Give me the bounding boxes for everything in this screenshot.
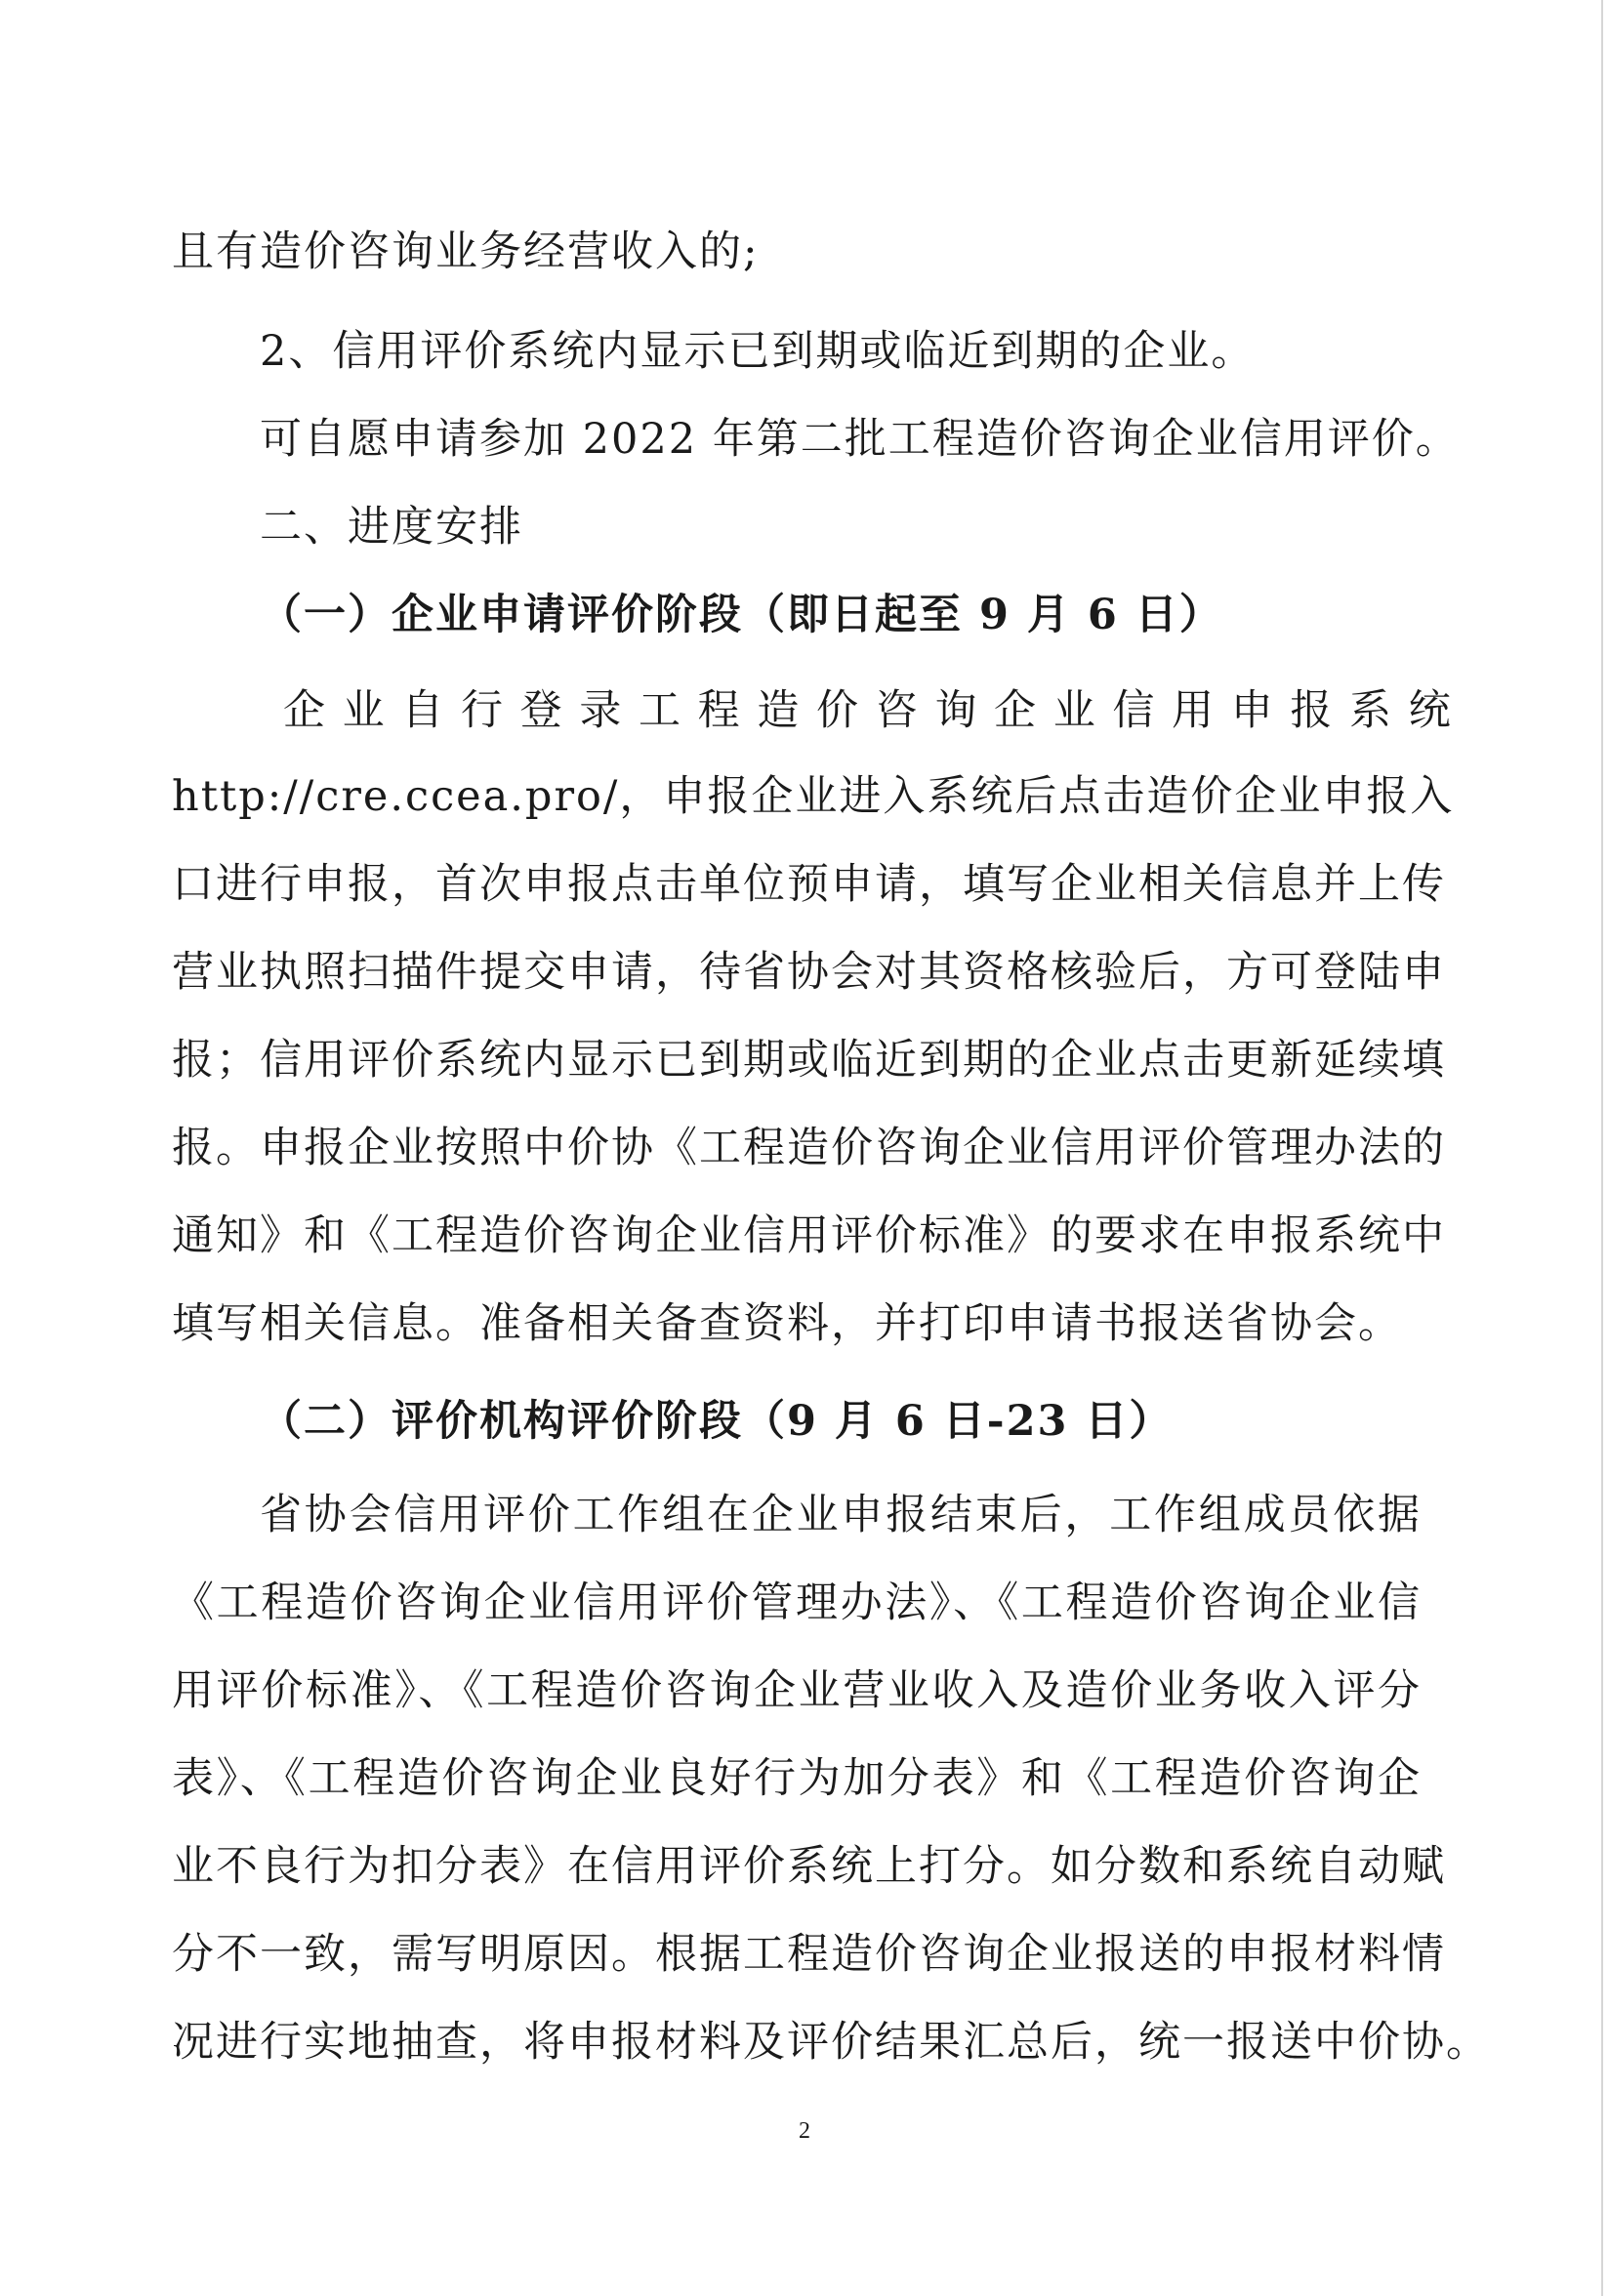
text-line: 可自愿申请参加 2022 年第二批工程造价咨询企业信用评价。 [260,415,1460,464]
text-line: 营业执照扫描件提交申请，待省协会对其资格核验后，方可登陆申 [172,948,1446,997]
text-line: 用评价标准》、《工程造价咨询企业营业收入及造价业务收入评分 [172,1666,1422,1715]
text-line: 口进行申报，首次申报点击单位预申请，填写企业相关信息并上传 [172,860,1446,909]
subsection-heading: （二）评价机构评价阶段（9 月 6 日-23 日） [260,1397,1174,1446]
text-line: 表》、《工程造价咨询企业良好行为加分表》和《工程造价咨询企 [172,1754,1422,1803]
page-number: 2 [799,2118,810,2144]
text-line: 2、信用评价系统内显示已到期或临近到期的企业。 [260,327,1256,376]
subsection-heading: （一）企业申请评价阶段（即日起至 9 月 6 日） [260,591,1223,639]
text-line: 且有造价咨询业务经营收入的; [172,227,760,276]
text-line: 《工程造价咨询企业信用评价管理办法》、《工程造价咨询企业信 [172,1578,1422,1627]
text-line: 业不良行为扣分表》在信用评价系统上打分。如分数和系统自动赋 [172,1842,1446,1891]
text-line: 报；信用评价系统内显示已到期或临近到期的企业点击更新延续填 [172,1036,1446,1085]
text-line: 企 业 自 行 登 录 工 程 造 价 咨 询 企 业 信 用 申 报 系 统 [283,686,1453,735]
section-heading: 二、进度安排 [260,503,523,552]
text-line: 省协会信用评价工作组在企业申报结束后，工作组成员依据 [260,1491,1422,1539]
text-line: http://cre.ccea.pro/，申报企业进入系统后点击造价企业申报入 [172,772,1455,821]
text-line: 报。申报企业按照中价协《工程造价咨询企业信用评价管理办法的 [172,1124,1446,1172]
text-line: 况进行实地抽查，将申报材料及评价结果汇总后，统一报送中价协。 [172,2018,1490,2067]
text-line: 通知》和《工程造价咨询企业信用评价标准》的要求在申报系统中 [172,1211,1446,1260]
text-line: 分不一致，需写明原因。根据工程造价咨询企业报送的申报材料情 [172,1930,1446,1979]
text-line: 填写相关信息。准备相关备查资料，并打印申请书报送省协会。 [172,1299,1402,1348]
page-edge-line [1601,0,1603,2296]
